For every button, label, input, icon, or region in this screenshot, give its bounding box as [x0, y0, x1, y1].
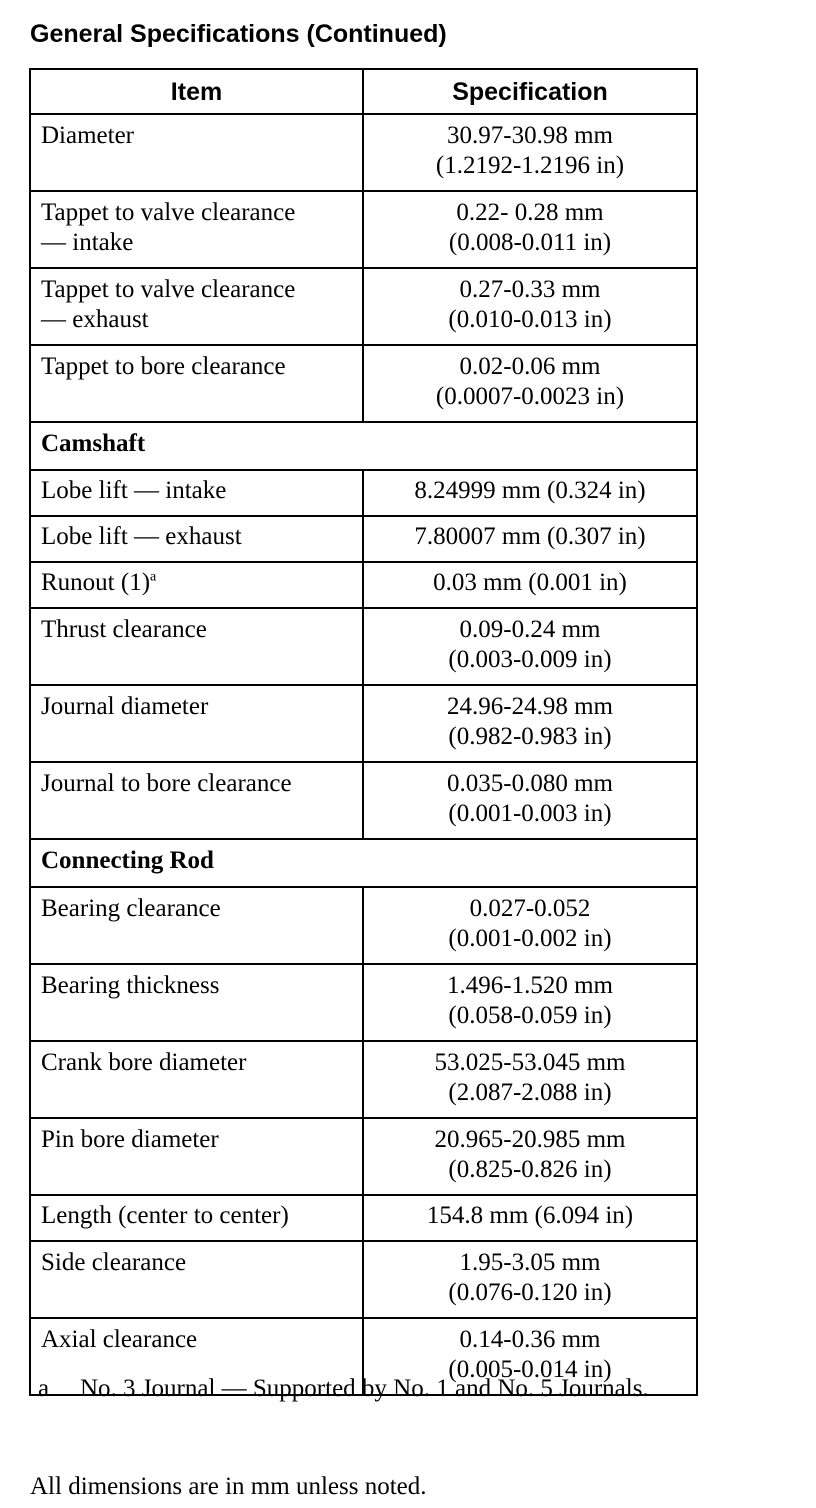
specification-line: 24.96-24.98 mm [447, 693, 613, 720]
item-line: Tappet to valve clearance [41, 276, 296, 303]
item-cell [30, 608, 363, 685]
table-row [30, 964, 697, 1041]
item-cell [30, 1241, 363, 1318]
specification-cell [363, 114, 697, 191]
item-line: Tappet to valve clearance [41, 199, 296, 226]
table-row [30, 887, 697, 964]
section-heading: Camshaft [30, 422, 697, 470]
column-header-specification: Specification [363, 69, 697, 114]
column-header-item: Item [30, 69, 363, 114]
item-label: Lobe lift — intake [41, 477, 227, 504]
specification-line: (0.008-0.011 in) [448, 229, 612, 256]
item-label: Journal diameter [41, 693, 209, 720]
item-label: Diameter [41, 122, 135, 149]
item-cell [30, 191, 363, 268]
item-cell [30, 470, 363, 516]
table-header-row [30, 69, 697, 114]
specification-line: 0.27-0.33 mm [459, 276, 601, 303]
specification-cell [363, 608, 697, 685]
specification-line: (0.003-0.009 in) [448, 646, 612, 673]
item-cell [30, 1041, 363, 1118]
specification-line: (0.001-0.003 in) [448, 800, 612, 827]
specification-line: (0.010-0.013 in) [448, 306, 612, 333]
item-cell [30, 562, 363, 608]
item-label: Lobe lift — exhaust [41, 523, 242, 550]
table-row [30, 685, 697, 762]
item-cell [30, 1118, 363, 1195]
item-label: Side clearance [41, 1249, 187, 1276]
specification-line: 0.035-0.080 mm [447, 770, 613, 797]
specification-line: 53.025-53.045 mm [434, 1049, 626, 1076]
item-label: Bearing clearance [41, 895, 221, 922]
table-row [30, 1241, 697, 1318]
section-heading: Connecting Rod [30, 839, 697, 887]
item-label: Crank bore diameter [41, 1049, 247, 1076]
specification-cell [363, 1118, 697, 1195]
dimensions-note: All dimensions are in mm unless noted. [30, 1473, 427, 1500]
specification-cell [363, 470, 697, 516]
table-row [30, 516, 697, 562]
specification-line: 7.80007 mm (0.307 in) [414, 523, 646, 550]
item-label: Pin bore diameter [41, 1126, 219, 1153]
item-label: Length (center to center) [41, 1202, 289, 1229]
item-cell [30, 762, 363, 839]
item-cell [30, 1195, 363, 1241]
table-row [30, 470, 697, 516]
specification-line: 8.24999 mm (0.324 in) [414, 477, 646, 504]
item-label: Tappet to bore clearance [41, 353, 286, 380]
specification-line: 154.8 mm (6.094 in) [426, 1202, 634, 1229]
specification-cell [363, 1241, 697, 1318]
table-row [30, 1195, 697, 1241]
table-row [30, 562, 697, 608]
specification-line: (0.982-0.983 in) [448, 723, 612, 750]
item-label: Journal to bore clearance [41, 770, 292, 797]
section-row [30, 422, 697, 470]
footnote-reference: a [150, 569, 157, 585]
specification-line: 20.965-20.985 mm [434, 1126, 626, 1153]
specification-line: 0.22- 0.28 mm [456, 199, 604, 226]
item-line: — exhaust [41, 306, 149, 333]
item-cell [30, 887, 363, 964]
item-cell [30, 268, 363, 345]
specification-cell [363, 268, 697, 345]
specification-line: 0.027-0.052 [469, 895, 591, 922]
table-row [30, 1041, 697, 1118]
footnote-mark: a [38, 1375, 50, 1402]
specification-line: 0.03 mm (0.001 in) [433, 569, 627, 596]
table-row [30, 1118, 697, 1195]
specification-line: 30.97-30.98 mm [447, 122, 613, 149]
specification-line: (0.001-0.002 in) [448, 925, 612, 952]
item-cell [30, 685, 363, 762]
item-line: — intake [41, 229, 134, 256]
table-row [30, 608, 697, 685]
specification-line: (1.2192-1.2196 in) [435, 152, 625, 179]
specification-cell [363, 191, 697, 268]
specification-line: 1.95-3.05 mm [459, 1249, 601, 1276]
specification-line: (0.005-0.014 in) [448, 1356, 612, 1383]
table-body [30, 114, 697, 1395]
page-title: General Specifications (Continued) [30, 20, 447, 48]
item-label: Thrust clearance [41, 616, 207, 643]
specification-cell [363, 685, 697, 762]
specification-line: (0.058-0.059 in) [448, 1002, 612, 1029]
specification-line: (0.0007-0.0023 in) [435, 383, 625, 410]
specifications-table [29, 68, 698, 1396]
section-row [30, 839, 697, 887]
specification-line: (0.825-0.826 in) [448, 1156, 612, 1183]
item-cell [30, 516, 363, 562]
table-row [30, 114, 697, 191]
specification-line: 0.09-0.24 mm [459, 616, 601, 643]
specification-line: 0.02-0.06 mm [459, 353, 601, 380]
specification-cell [363, 964, 697, 1041]
table-row [30, 762, 697, 839]
specification-cell [363, 562, 697, 608]
specification-cell [363, 762, 697, 839]
item-cell [30, 114, 363, 191]
item-label: Bearing thickness [41, 972, 220, 999]
specification-line: (0.076-0.120 in) [448, 1279, 612, 1306]
table-row [30, 191, 697, 268]
item-cell [30, 964, 363, 1041]
specification-cell [363, 516, 697, 562]
specification-cell [363, 887, 697, 964]
specification-cell [363, 1195, 697, 1241]
table-row [30, 345, 697, 422]
specification-line: 0.14-0.36 mm [459, 1326, 601, 1353]
specification-line: (2.087-2.088 in) [448, 1079, 612, 1106]
specification-line: 1.496-1.520 mm [447, 972, 613, 999]
item-label: Axial clearance [41, 1326, 198, 1353]
item-cell [30, 345, 363, 422]
specification-cell [363, 1041, 697, 1118]
table-row [30, 268, 697, 345]
item-label: Runout (1) [41, 569, 151, 596]
footnote-text: No. 3 Journal — Supported by No. 1 and No. 5 Journals. [80, 1375, 649, 1402]
specification-cell [363, 345, 697, 422]
